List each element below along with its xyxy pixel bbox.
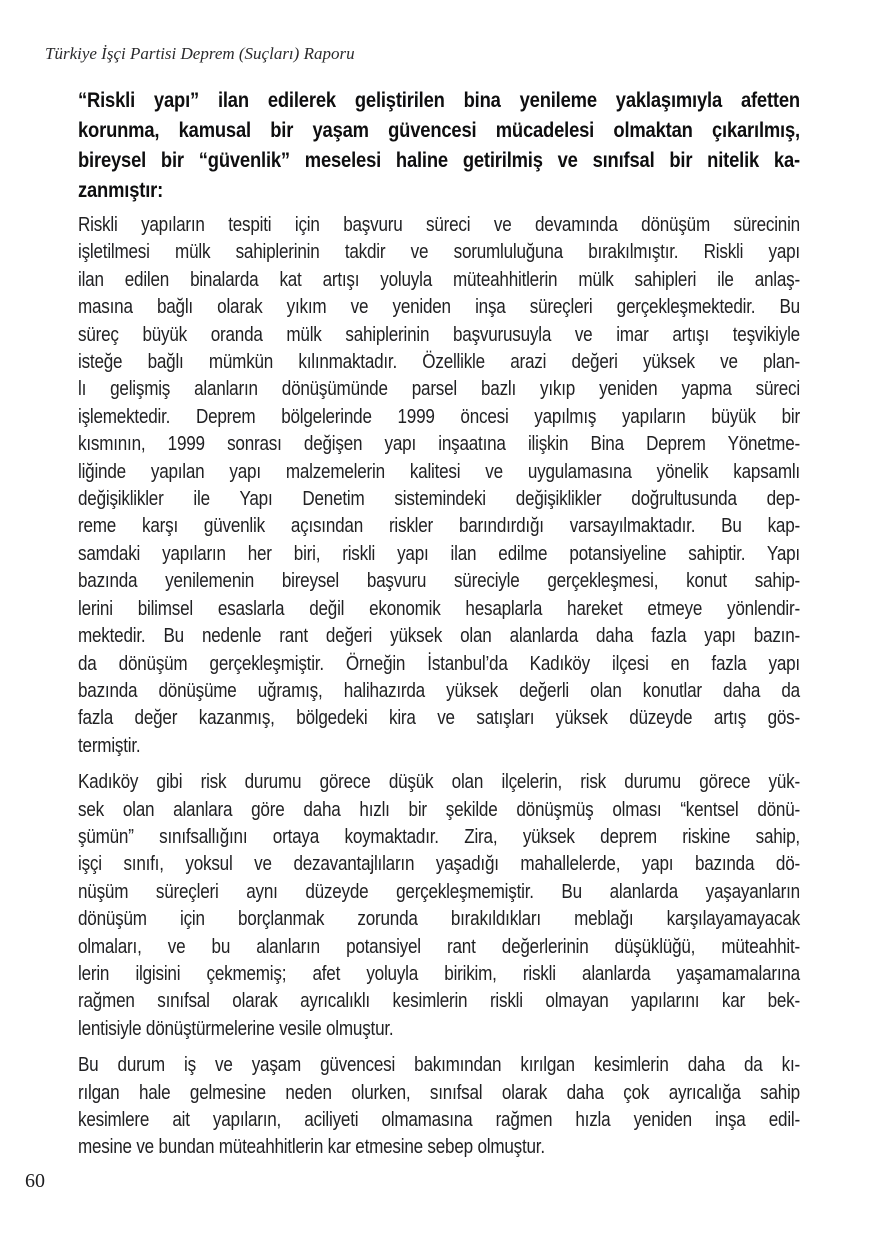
text-line: rağmen sınıfsal olarak ayrıcalıklı kesimlerin riskli olmayan yapılarını kar bek- bbox=[78, 990, 800, 1013]
text-line: şümün” sınıfsallığını ortaya koymaktadır. Zira, yüksek deprem riskine sahip, bbox=[78, 825, 800, 848]
running-header: Türkiye İşçi Partisi Deprem (Suçları) Raporu bbox=[45, 44, 355, 63]
text-line: süreç büyük oranda mülk sahiplerinin başvurusuyla ve imar artışı teşvikiyle bbox=[78, 323, 800, 346]
text-line: korunma, kamusal bir yaşam güvencesi mücadelesi olmaktan çıkarılmış, bbox=[78, 118, 800, 142]
text-line: lı gelişmiş alanların dönüşümünde parsel bazlı yıkıp yeniden yapma süreci bbox=[78, 378, 800, 401]
text-line: termiştir. bbox=[78, 734, 141, 757]
text-line: fazla değer kazanmış, bölgedeki kira ve satışları yüksek düzeyde artış gös- bbox=[78, 707, 800, 730]
text-line: bireysel bir “güvenlik” meselesi haline getirilmiş ve sınıfsal bir nitelik ka- bbox=[78, 148, 800, 172]
body-paragraph-3 bbox=[78, 1052, 800, 1162]
text-line: ilan edilen binalarda kat artışı yoluyla müteahhitlerin mülk sahipleri ile anlaş- bbox=[78, 268, 800, 291]
body-paragraph-2 bbox=[78, 769, 800, 1043]
text-line: nüşüm süreçleri aynı düzeyde gerçekleşmemiştir. Bu alanlarda yaşayanların bbox=[78, 880, 800, 903]
text-line: mesine ve bundan müteahhitlerin kar etmesine sebep olmuştur. bbox=[78, 1136, 545, 1159]
text-line: mektedir. Bu nedenle rant değeri yüksek olan alanlarda daha fazla yapı bazın- bbox=[78, 625, 800, 648]
text-line: lerini bilimsel esaslarla değil ekonomik hesaplarla hareket etmeye yönlendir- bbox=[78, 597, 800, 620]
text-line: Kadıköy gibi risk durumu görece düşük olan ilçelerin, risk durumu görece yük- bbox=[78, 771, 800, 794]
text-line: Bu durum iş ve yaşam güvencesi bakımından kırılgan kesimlerin daha da kı- bbox=[78, 1054, 800, 1077]
section-heading bbox=[78, 85, 800, 205]
text-line: olmaları, ve bu alanların potansiyel rant değerlerinin düşüklüğü, müteahhit- bbox=[78, 935, 800, 958]
text-line: lentisiyle dönüştürmelerine vesile olmuştur. bbox=[78, 1017, 394, 1040]
text-line: isteğe bağlı mümkün kılınmaktadır. Özellikle arazi değeri yüksek ve plan- bbox=[78, 351, 800, 374]
text-line: değişiklikler ile Yapı Denetim sistemindeki değişiklikler doğrultusunda dep- bbox=[78, 488, 800, 511]
text-line: Riskli yapıların tespiti için başvuru süreci ve devamında dönüşüm sürecinin bbox=[78, 214, 800, 236]
text-line: zanmıştır: bbox=[78, 178, 164, 202]
text-line: sek olan alanlara göre daha hızlı bir şekilde dönüşmüş olması “kentsel dönü- bbox=[78, 798, 800, 821]
text-line: işçi sınıfı, yoksul ve dezavantajlıların yaşadığı mahallelerde, yapı bazında dö- bbox=[78, 853, 800, 876]
body-paragraph-1 bbox=[78, 212, 800, 760]
text-line: kesimlere ait yapıların, aciliyeti olmamasına rağmen hızla yeniden inşa edil- bbox=[78, 1109, 800, 1131]
text-line: bazında yenilemenin bireysel başvuru süreciyle gerçekleşmesi, konut sahip- bbox=[78, 570, 800, 593]
page-number: 60 bbox=[25, 1170, 45, 1192]
text-line: rılgan hale gelmesine neden olurken, sınıfsal olarak daha çok ayrıcalığa sahip bbox=[78, 1081, 800, 1104]
text-line: işletilmesi mülk sahiplerinin takdir ve sorumluluğuna bırakılmıştır. Riskli yapı bbox=[78, 241, 800, 264]
text-line: bazında dönüşüme uğramış, halihazırda yüksek değerli olan konutlar daha da bbox=[78, 679, 800, 702]
text-line: dönüşüm için borçlanmak zorunda bırakıldıkları meblağı karşılayamayacak bbox=[78, 908, 800, 931]
text-line: kısmının, 1999 sonrası değişen yapı inşaatına ilişkin Bina Deprem Yönetme- bbox=[78, 433, 800, 456]
text-line: “Riskli yapı” ilan edilerek geliştirilen bina yenileme yaklaşımıyla afetten bbox=[78, 88, 800, 112]
text-line: lerin ilgisini çekmemiş; afet yoluyla birikim, riskli alanlarda yaşamamalarına bbox=[78, 962, 800, 985]
text-column bbox=[78, 85, 800, 1171]
text-line: samdaki yapıların her biri, riskli yapı ilan edilme potansiyeline sahiptir. Yapı bbox=[78, 542, 800, 565]
text-line: işlemektedir. Deprem bölgelerinde 1999 öncesi yapılmış yapıların büyük bir bbox=[78, 405, 800, 428]
text-line: reme karşı güvenlik açısından riskler barındırdığı varsayılmaktadır. Bu kap- bbox=[78, 515, 800, 538]
text-line: masına bağlı olarak yıkım ve yeniden inşa süreçleri gerçekleşmektedir. Bu bbox=[78, 296, 800, 319]
text-line: liğinde yapılan yapı malzemelerin kalitesi ve uygulamasına yönelik kapsamlı bbox=[78, 460, 800, 483]
text-line: da dönüşüm gerçekleşmiştir. Örneğin İstanbul’da Kadıköy ilçesi en fazla yapı bbox=[78, 652, 800, 675]
